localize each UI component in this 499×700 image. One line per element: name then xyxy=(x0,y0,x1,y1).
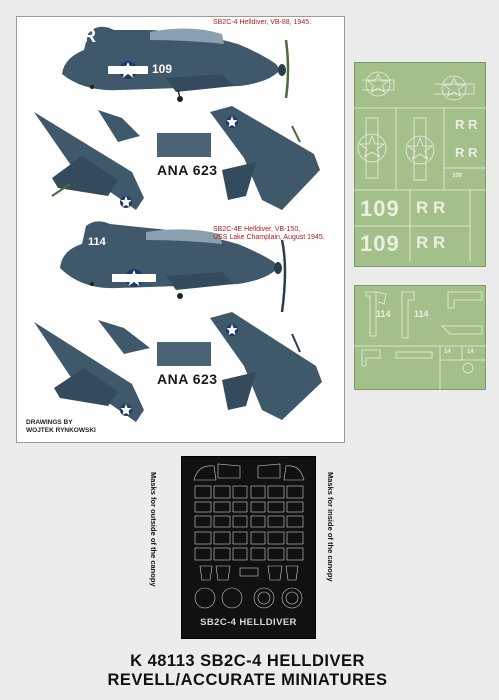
mask-small-109: 109 xyxy=(452,173,463,179)
mask-rr-3: R R xyxy=(416,198,446,217)
mask-114-b: 114 xyxy=(414,309,429,319)
profile-1-caption: SB2C-4 Helldiver, VB-88, 1945. xyxy=(213,19,312,26)
fin-number-text: 109 xyxy=(85,18,96,24)
ana-label-1: ANA 623 xyxy=(157,162,218,178)
product-title-line2: REVELL/ACCURATE MINIATURES xyxy=(107,671,388,689)
tail-code-text: RR xyxy=(70,26,96,46)
credit-line-2: WOJTEK RYNKOWSKI xyxy=(26,427,96,434)
profile-2-caption-line1: SB2C-4E Helldiver, VB-150, xyxy=(213,226,301,233)
canopy-label: SB2C-4 HELLDIVER xyxy=(200,617,297,628)
mask-sb2c4-text: SB2C-4 xyxy=(487,156,499,196)
mask-109-a: 109 xyxy=(360,196,400,221)
product-title-line1: K 48113 SB2C-4 HELLDIVER xyxy=(130,652,365,670)
mask-109-b: 109 xyxy=(360,231,400,256)
profile-2-caption-line2: USS Lake Champlain, August 1945. xyxy=(213,234,325,241)
credit-line-1: DRAWINGS BY xyxy=(26,419,73,426)
mask-small-14-b: 14 xyxy=(467,349,474,355)
masks-inside-label: Masks for inside of the canopy xyxy=(326,472,335,582)
mask-small-14-a: 14 xyxy=(444,349,451,355)
ana-label-2: ANA 623 xyxy=(157,371,218,387)
masks-outside-label: Masks for outside of the canopy xyxy=(149,472,158,587)
mask-rr-4: R R xyxy=(416,233,446,252)
fin-number-2-text: 114 xyxy=(88,236,106,248)
mask-rr-2: R R xyxy=(455,145,478,160)
mask-114-a: 114 xyxy=(376,309,391,319)
fuselage-number-text: 109 xyxy=(152,62,173,76)
mask-rr-1: R R xyxy=(455,117,478,132)
